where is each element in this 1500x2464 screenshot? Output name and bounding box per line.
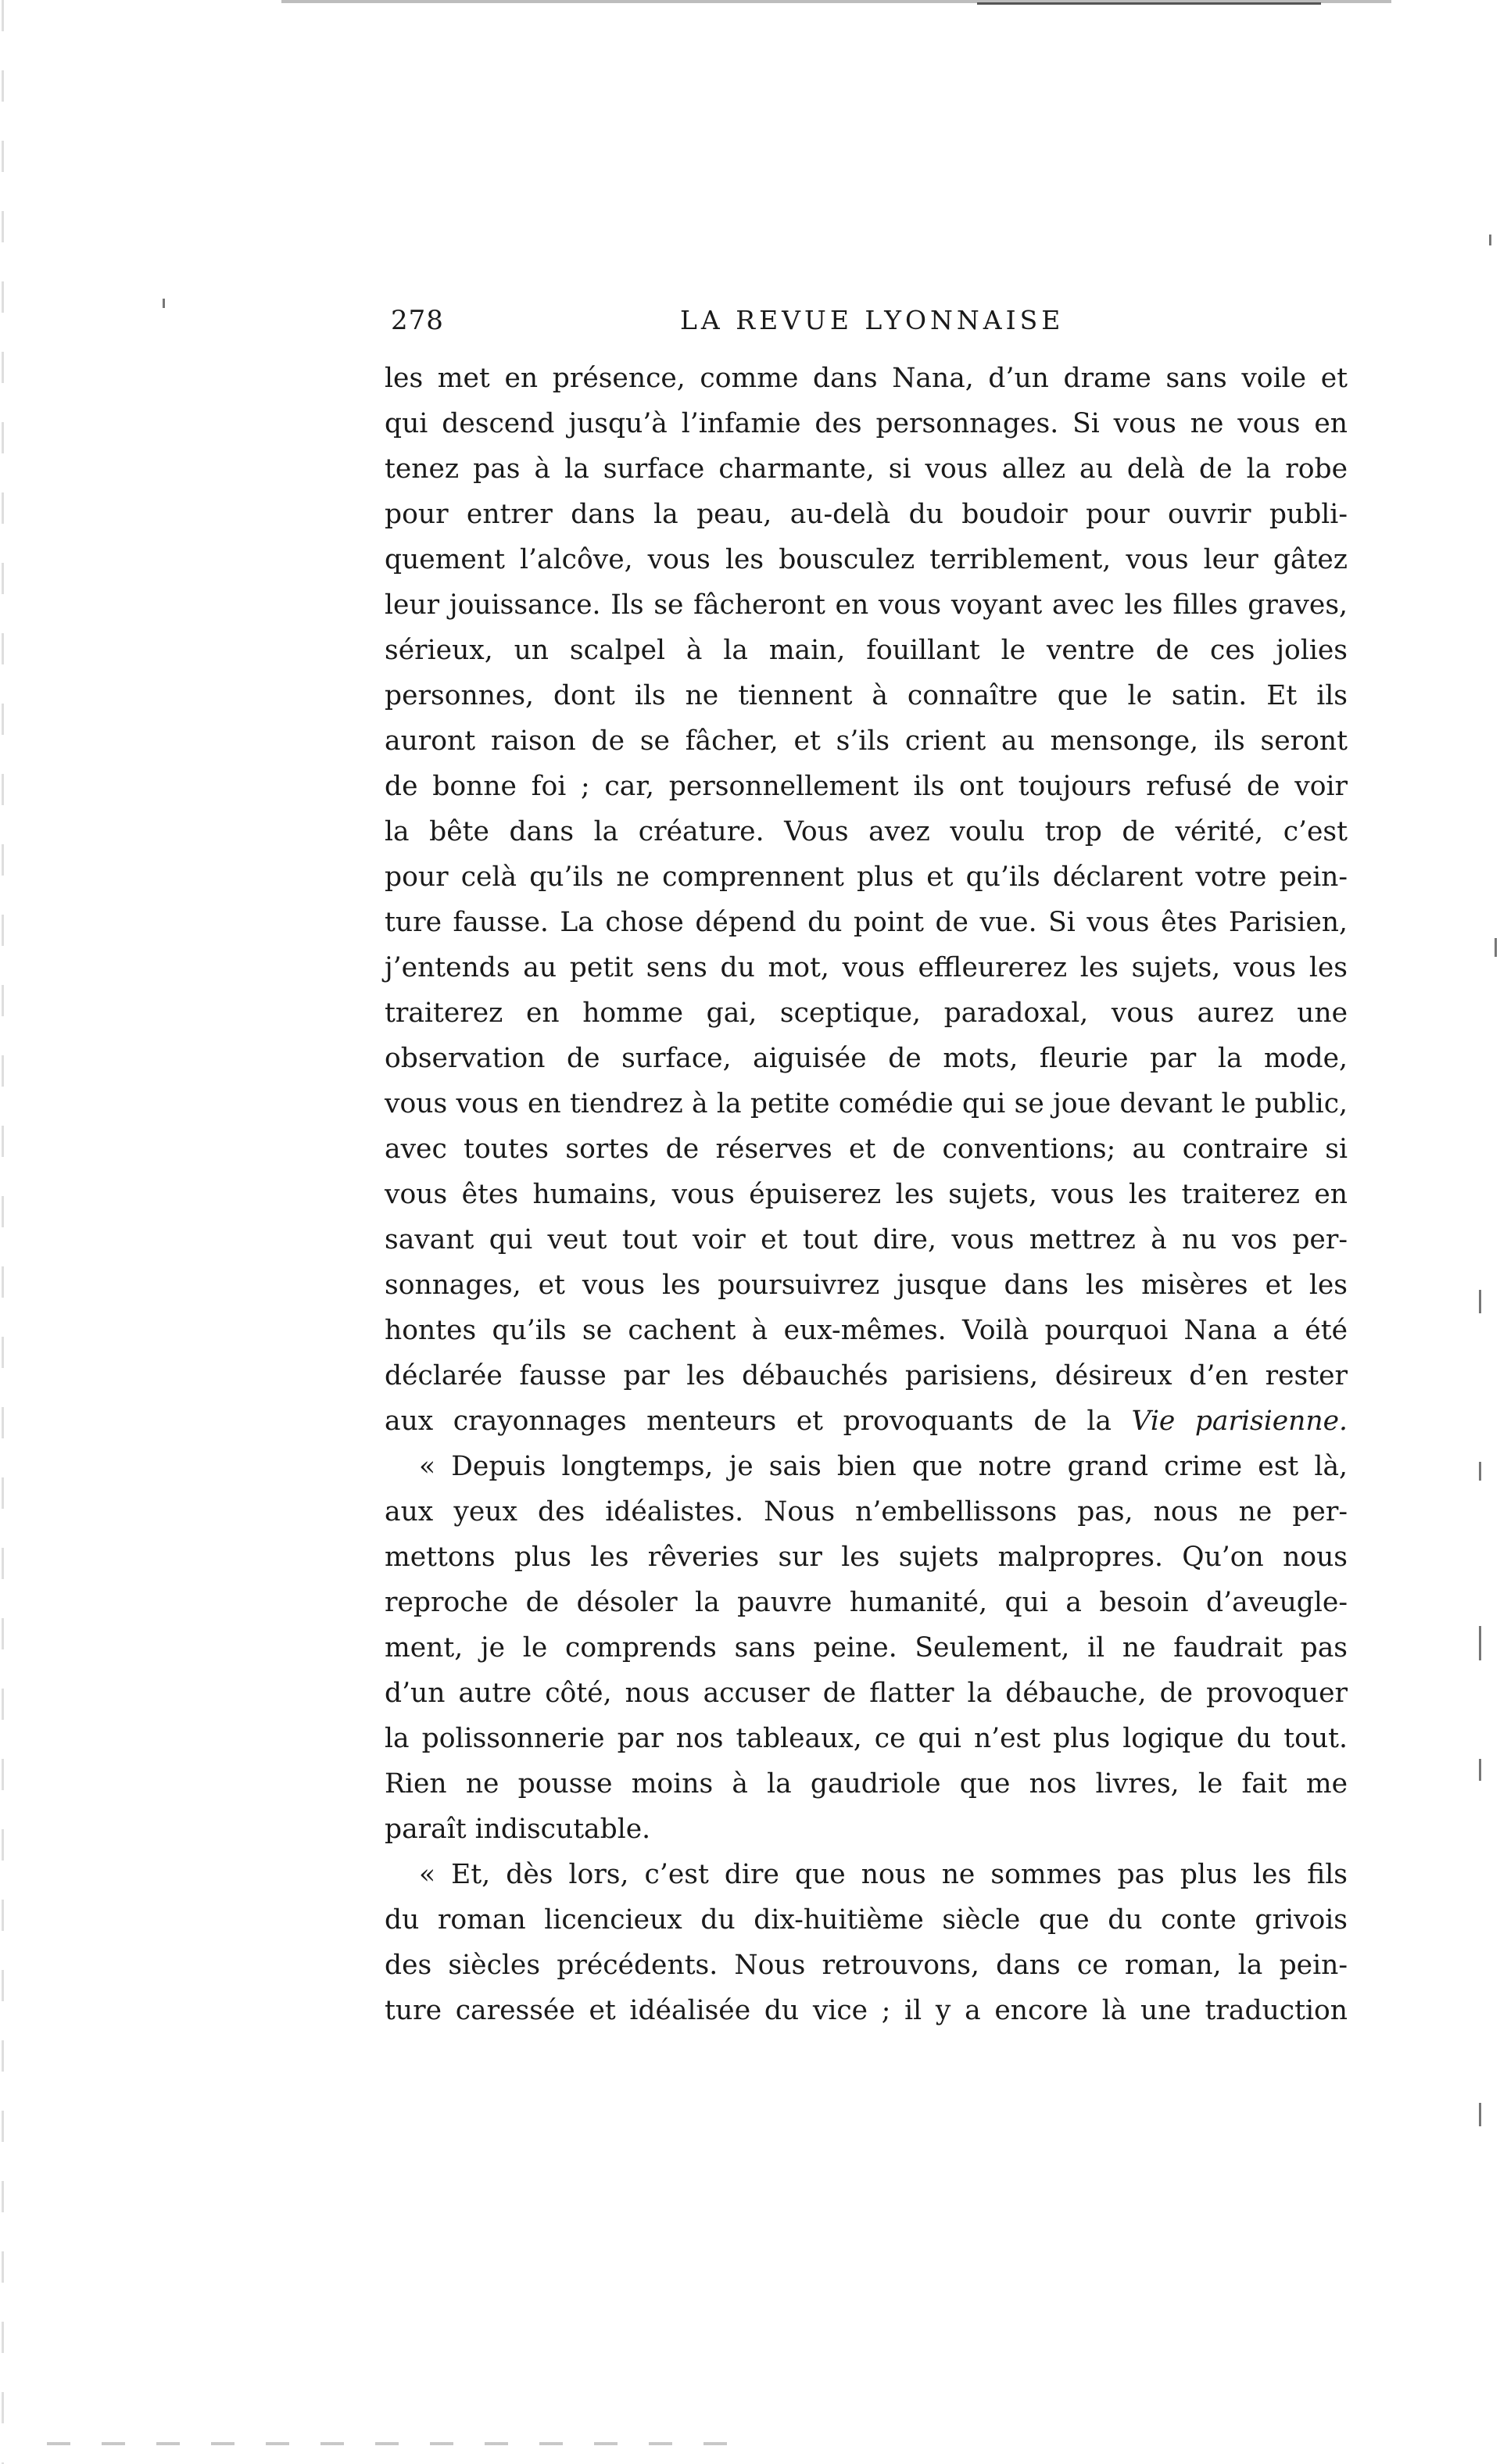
page-header [391, 305, 1348, 344]
text-line-with-italic [385, 1399, 1348, 1444]
scan-speck [1495, 938, 1497, 957]
paragraph-last-line: paraît indiscutable. [385, 1814, 651, 1845]
text-line: pour celà qu’ils ne comprennent plus et qu’ils déclarent votre pein- [385, 861, 1348, 893]
text-line: hontes qu’ils se cachent à eux-mêmes. Voilà pourquoi Nana a été [385, 1315, 1348, 1346]
text-line: pour entrer dans la peau, au-delà du boudoir pour ouvrir publi- [385, 499, 1348, 530]
text-line: mettons plus les rêveries sur les sujets malpropres. Qu’on nous [385, 1542, 1348, 1573]
text-line: sonnages, et vous les poursuivrez jusque dans les misères et les [385, 1270, 1348, 1301]
text-line: personnes, dont ils ne tiennent à connaître que le satin. Et ils [385, 680, 1348, 711]
text-line: d’un autre côté, nous accuser de flatter la débauche, de provoquer [385, 1678, 1348, 1709]
running-title: LA REVUE LYONNAISE [680, 305, 1065, 335]
text-line: savant qui veut tout voir et tout dire, vous mettrez à nu vos per- [385, 1224, 1348, 1255]
text-line: tenez pas à la surface charmante, si vous allez au delà de la robe [385, 453, 1348, 485]
text-line: ment, je le comprends sans peine. Seulement, il ne faudrait pas [385, 1632, 1348, 1664]
text-line: j’entends au petit sens du mot, vous effleurerez les sujets, vous les [385, 952, 1348, 983]
text-line: traiterez en homme gai, sceptique, paradoxal, vous aurez une [385, 997, 1348, 1029]
page-number: 278 [391, 305, 444, 336]
text-line: quement l’alcôve, vous les bousculez terriblement, vous leur gâtez [385, 544, 1348, 575]
text-line: déclarée fausse par les débauchés parisiens, désireux d’en rester [385, 1360, 1348, 1391]
text-line: sérieux, un scalpel à la main, fouillant le ventre de ces jolies [385, 635, 1348, 666]
scan-speck [1489, 235, 1491, 245]
text-line: vous êtes humains, vous épuiserez les sujets, vous les traiterez en [385, 1179, 1348, 1210]
scan-speck [1479, 2103, 1481, 2126]
text-line: Rien ne pousse moins à la gaudriole que nos livres, le fait me [385, 1768, 1348, 1800]
body-text [385, 356, 1348, 2033]
paragraph-first-line: « Et, dès lors, c’est dire que nous ne sommes pas plus les fils [419, 1859, 1348, 1890]
scan-speck [1479, 1462, 1481, 1481]
scan-speck [1479, 1626, 1481, 1660]
text-line: la bête dans la créature. Vous avez voulu trop de vérité, c’est [385, 816, 1348, 847]
text-line: des siècles précédents. Nous retrouvons, dans ce roman, la pein- [385, 1950, 1348, 1981]
scan-speck [163, 299, 165, 308]
text-line: ture fausse. La chose dépend du point de vue. Si vous êtes Parisien, [385, 907, 1348, 938]
text-line: du roman licencieux du dix-huitième siècle que du conte grivois [385, 1904, 1348, 1936]
text-line: aux yeux des idéalistes. Nous n’embellissons pas, nous ne per- [385, 1496, 1348, 1527]
scan-left-edge [2, 0, 4, 2464]
text-line: de bonne foi ; car, personnellement ils ont toujours refusé de voir [385, 771, 1348, 802]
text-line: qui descend jusqu’à l’infamie des personnages. Si vous ne vous en [385, 408, 1348, 439]
scan-top-rule-dark [977, 2, 1321, 5]
scan-speck [1479, 1290, 1481, 1313]
text-line: reproche de désoler la pauvre humanité, qui a besoin d’aveugle- [385, 1587, 1348, 1618]
text-line: leur jouissance. Ils se fâcheront en vous voyant avec les filles graves, [385, 589, 1348, 621]
text-line: ture caressée et idéalisée du vice ; il y a encore là une traduction [385, 1995, 1348, 2026]
scan-speck [1479, 1759, 1481, 1781]
scan-bottom-marks [47, 2442, 750, 2445]
text-line: observation de surface, aiguisée de mots, fleurie par la mode, [385, 1043, 1348, 1074]
text-line: avec toutes sortes de réserves et de conventions; au contraire si [385, 1134, 1348, 1165]
italic-title: Vie parisienne. [1131, 1406, 1348, 1437]
paragraph-first-line: « Depuis longtemps, je sais bien que notre grand crime est là, [419, 1451, 1348, 1482]
text-segment: aux crayonnages menteurs et provoquants de la [385, 1406, 1132, 1437]
text-line: auront raison de se fâcher, et s’ils crient au mensonge, ils seront [385, 725, 1348, 757]
text-line: vous vous en tiendrez à la petite comédie qui se joue devant le public, [385, 1088, 1348, 1119]
text-line: les met en présence, comme dans Nana, d’un drame sans voile et [385, 363, 1348, 394]
text-line: la polissonnerie par nos tableaux, ce qui n’est plus logique du tout. [385, 1723, 1348, 1754]
